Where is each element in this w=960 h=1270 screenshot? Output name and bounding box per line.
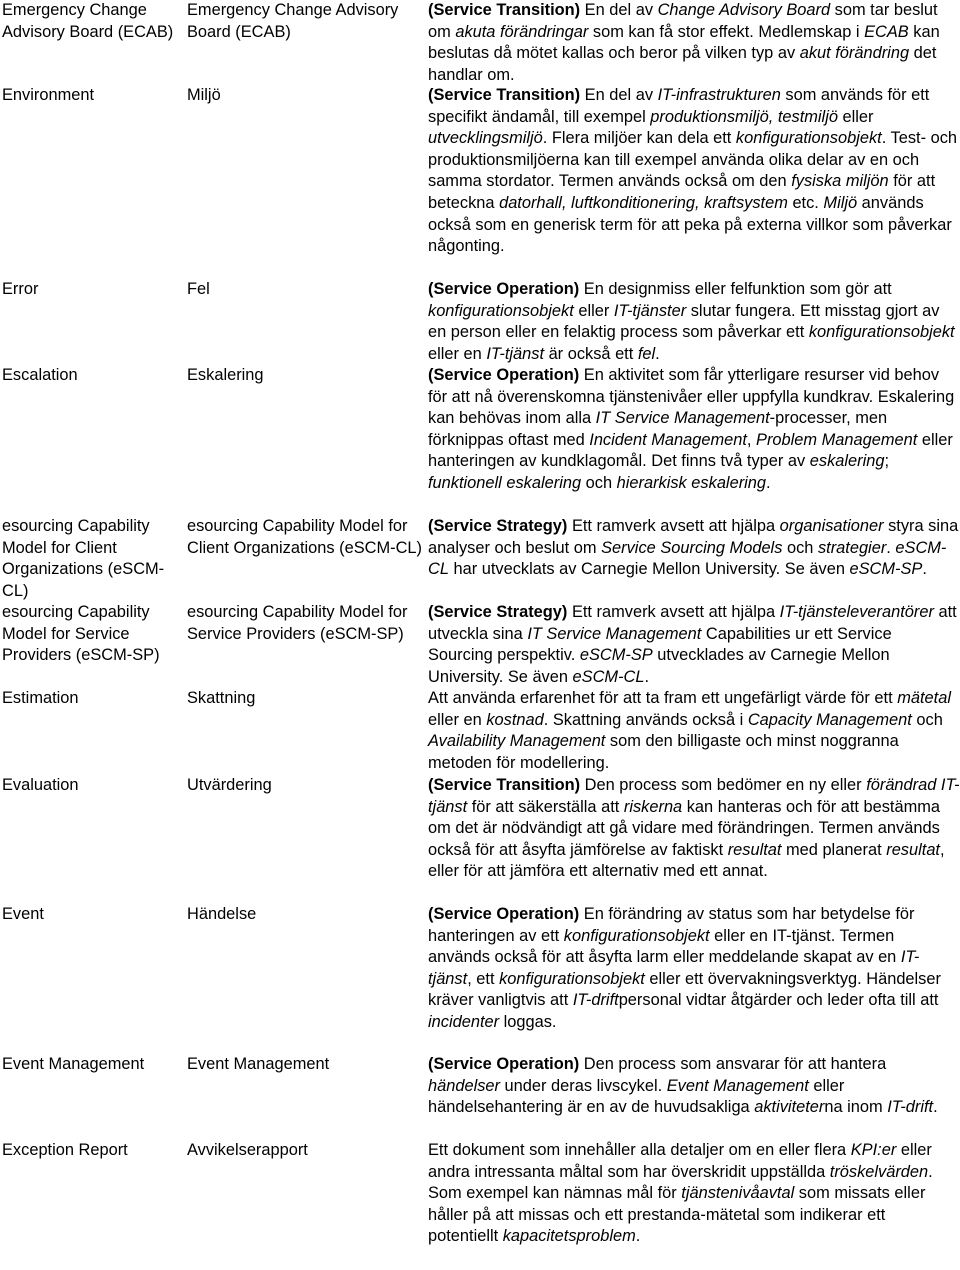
definition-text: En aktivitet som får ytterligare resurser vid behov för att nå överenskomna tjänstenivåer eller uppfylla kundkrav. Eskalering kan behövas inom alla [428, 366, 955, 428]
definition-term-ref: förändrad IT-tjänst [428, 776, 960, 816]
entry-term: Estimation [2, 689, 79, 707]
definition-text: Ett ramverk avsett att hjälpa [567, 603, 780, 621]
definition-term-ref: IT-drift [887, 1098, 934, 1117]
entry-definition [428, 0, 960, 86]
definition-term-ref: eSCM-SP [849, 560, 923, 579]
definition-term-ref: strategier [817, 538, 887, 557]
definition-text: är också ett [544, 344, 638, 363]
definition-text: . Som exempel kan nämnas mål för [428, 1162, 933, 1203]
definition-text: . [933, 1098, 938, 1117]
definition-text: En designmiss eller felfunktion som gör att [579, 280, 892, 298]
definition-text: En del av [580, 86, 658, 104]
definition-category: (Service Operation) [428, 1055, 580, 1073]
entry-term: Exception Report [2, 1141, 128, 1159]
definition-text: att utveckla sina [428, 603, 957, 643]
definition-term-ref: Availability Management [428, 732, 606, 751]
definition-text: utvecklades av Carnegie Mellon University. Se även [428, 646, 890, 686]
definition-term-ref: aktiviteter [754, 1098, 825, 1117]
definition-term-ref: Problem Management [756, 430, 918, 449]
definition-text: . [644, 667, 650, 686]
definition-term-ref: konfigurationsobjekt [428, 301, 574, 320]
definition-term-ref: incidenter [428, 1012, 500, 1031]
definition-term-ref: Miljö [823, 193, 858, 212]
definition-term-ref: eSCM-CL [428, 538, 947, 579]
definition-text: na inom [824, 1098, 888, 1117]
definition-term-ref: eSCM-CL [572, 667, 645, 686]
definition-text: etc. [787, 193, 824, 212]
definition-term-ref: IT Service Management [595, 409, 770, 428]
definition-term-ref: konfigurationsobjekt [499, 969, 645, 988]
definition-category: (Service Transition) [428, 776, 581, 794]
entry-term: Event Management [2, 1055, 145, 1073]
definition-text: eller händelsehantering är en av de huvudsakliga [428, 1076, 845, 1117]
definition-text: Att använda erfarenhet för att ta fram ett ungefärligt värde för ett [428, 689, 898, 707]
definition-text: har utvecklats av Carnegie Mellon University. Se även [448, 560, 850, 579]
definition-term-ref: konfigurationsobjekt [563, 926, 710, 945]
definition-term-ref: riskerna [623, 797, 683, 816]
definition-term-ref: IT-infrastrukturen [657, 86, 781, 104]
definition-term-ref: fysiska miljön [791, 172, 889, 191]
definition-term-ref: resultat [727, 840, 782, 859]
definition-term-ref: fel [637, 344, 656, 363]
definition-term-ref: mätetal [897, 689, 951, 707]
definition-term-ref: kapacitetsproblem [502, 1227, 636, 1246]
definition-term-ref: Event Management [666, 1076, 809, 1095]
definition-text: det handlar om. [428, 44, 937, 84]
entry-swedish-term: esourcing Capability Model for Service Providers (eSCM-SP) [187, 603, 408, 643]
definition-term-ref: tjänstenivåavtal [681, 1184, 795, 1203]
entry-term: Emergency Change Advisory Board (ECAB) [2, 1, 174, 41]
definition-term-ref: IT-tjänst [486, 344, 545, 363]
entry-definition [428, 1140, 960, 1248]
definition-term-ref: hierarkisk eskalering [616, 473, 767, 492]
definition-text: kan beslutas då mötet kallas och beror på vilken typ av [428, 22, 940, 63]
entry-swedish-term: Händelse [187, 905, 257, 923]
entry-swedish-term: Emergency Change Advisory Board (ECAB) [187, 1, 399, 41]
definition-text: under deras livscykel. [500, 1076, 667, 1095]
entry-term: Error [2, 280, 39, 298]
definition-category: (Service Operation) [428, 280, 580, 298]
entry-term: Escalation [2, 366, 78, 384]
entry-definition [428, 365, 960, 495]
definition-category: (Service Strategy) [428, 517, 568, 535]
definition-text: Ett ramverk avsett att hjälpa [567, 517, 780, 535]
definition-text: ; [884, 452, 890, 471]
definition-category: (Service Transition) [428, 86, 581, 104]
entry-swedish-term: Eskalering [187, 366, 264, 384]
entry-definition [428, 516, 960, 581]
definition-term-ref: funktionell eskalering [428, 473, 582, 492]
entry-swedish-term: esourcing Capability Model for Client Organizations (eSCM-CL) [187, 517, 423, 557]
entry-term: Environment [2, 86, 95, 104]
entry-term: Evaluation [2, 776, 79, 794]
definition-term-ref: ECAB [864, 22, 909, 41]
definition-term-ref: händelser [428, 1076, 500, 1095]
definition-text: eller hanteringen av kundklagomål. Det finns två typer av [428, 430, 953, 471]
definition-text: för att säkerställa att [467, 797, 624, 816]
entry-swedish-term: Event Management [187, 1055, 330, 1073]
definition-term-ref: Service Sourcing Models [601, 538, 783, 557]
definition-text: . [766, 473, 771, 492]
definition-term-ref: konfigurationsobjekt [735, 129, 882, 148]
definition-text: personal vidtar åtgärder och leder ofta till att [618, 991, 939, 1010]
entry-definition [428, 602, 960, 688]
definition-category: (Service Transition) [428, 1, 581, 19]
definition-text: för att beteckna [428, 172, 936, 212]
definition-text: eller en [428, 710, 487, 729]
entry-term: esourcing Capability Model for Service Providers (eSCM-SP) [2, 603, 160, 665]
definition-text: kan hanteras och för att bestämma om det är nödvändigt att gå vidare med förändringen. Termen används också för att åsyfta jämförelse av faktiskt [428, 797, 941, 859]
entry-swedish-term: Skattning [187, 689, 256, 707]
definition-text: eller andra intressanta måltal som har överskridit uppställda [428, 1141, 932, 1181]
definition-category: (Service Operation) [428, 366, 580, 384]
definition-text: och [782, 538, 818, 557]
entry-term: Event [2, 905, 44, 923]
definition-text: . [922, 560, 927, 579]
definition-term-ref: eSCM-SP [579, 646, 653, 665]
definition-term-ref: datorhall, luftkonditionering, kraftsystem [499, 193, 788, 212]
definition-term-ref: IT-tjänster [613, 301, 687, 320]
definition-text: som tar beslut om [428, 1, 938, 41]
definition-term-ref: tröskelvärden [829, 1162, 929, 1181]
definition-text: loggas. [499, 1012, 557, 1031]
entry-swedish-term: Miljö [187, 86, 221, 104]
definition-term-ref: KPI:er [850, 1141, 897, 1159]
definition-text: eller ett övervakningsverktyg. Händelser kräver vanligtvis att [428, 969, 941, 1010]
definition-term-ref: utvecklingsmiljö [428, 129, 543, 148]
definition-text: . Test- och produktionsmiljöerna kan till exempel använda olika delar av en och samma stordator. Termen används också om den [428, 129, 958, 191]
definition-term-ref: Change Advisory Board [657, 1, 831, 19]
definition-term-ref: IT-tjänst [428, 948, 920, 988]
entry-definition [428, 904, 960, 1034]
definition-text: och [911, 710, 943, 729]
definition-term-ref: akut förändring [799, 44, 910, 63]
definition-term-ref: konfigurationsobjekt [808, 323, 955, 342]
definition-term-ref: kostnad [486, 710, 544, 729]
definition-text: som missats eller håller på att missas och ett prestanda-mätetal som indikerar ett potentiellt [428, 1184, 926, 1246]
entry-swedish-term: Avvikelserapport [187, 1141, 308, 1159]
definition-term-ref: Capacity Management [747, 710, 912, 729]
definition-text: . Skattning används också i [543, 710, 748, 729]
definition-text: eller [837, 107, 874, 126]
definition-term-ref: IT-tjänsteleverantörer [779, 603, 934, 621]
definition-text: används också som en generisk term för att peka på externa villkor som påverkar någonting. [428, 193, 952, 256]
entry-definition [428, 775, 960, 883]
definition-term-ref: resultat [886, 840, 940, 859]
definition-text: styra sina analyser och beslut om [428, 517, 959, 557]
definition-text: Capabilities ur ett Service Sourcing perspektiv. [428, 624, 892, 665]
definition-text: Den process som ansvarar för att hantera [579, 1055, 887, 1073]
definition-text: , eller för att jämföra ett alternativ med ett annat. [428, 840, 945, 881]
entry-definition [428, 1054, 960, 1119]
entry-term: esourcing Capability Model for Client Organizations (eSCM-CL) [2, 517, 165, 600]
definition-text: som kan få stor effekt. Medlemskap i [588, 22, 865, 41]
definition-text: -processer, men förknippas oftast med [428, 409, 888, 449]
definition-text: , [746, 430, 757, 449]
definition-term-ref: IT Service Management [527, 624, 702, 643]
entry-definition [428, 85, 960, 258]
definition-text: slutar fungera. Ett misstag gjort av en person eller en felaktig process som påverkar ett [428, 301, 940, 342]
definition-text: Ett dokument som innehåller alla detaljer om en eller flera [428, 1141, 851, 1159]
definition-text: eller en IT-tjänst. Termen används också för att åsyfta larm eller meddelande skapat av en [428, 926, 901, 967]
definition-text: och [581, 473, 617, 492]
definition-text: som används för ett specifikt ändamål, till exempel [428, 86, 930, 126]
definition-term-ref: produktionsmiljö, testmiljö [650, 107, 838, 126]
definition-term-ref: eskalering [809, 452, 885, 471]
definition-text: . Flera miljöer kan dela ett [542, 129, 736, 148]
definition-term-ref: IT-drift [572, 991, 619, 1010]
entry-swedish-term: Utvärdering [187, 776, 272, 794]
definition-text: som den billigaste och minst noggranna metoden för modellering. [428, 732, 899, 772]
definition-text: eller en [428, 344, 487, 363]
entry-swedish-term: Fel [187, 280, 210, 298]
definition-text: En del av [580, 1, 658, 19]
definition-term-ref: organisationer [779, 517, 884, 535]
definition-text: En förändring av status som har betydelse för hanteringen av ett [428, 905, 915, 945]
definition-text: med planerat [781, 840, 887, 859]
definition-category: (Service Strategy) [428, 603, 568, 621]
entry-definition [428, 688, 960, 774]
definition-text: Den process som bedömer en ny eller [580, 776, 867, 794]
definition-text: . [886, 538, 896, 557]
entry-definition [428, 279, 960, 365]
definition-term-ref: Incident Management [589, 430, 747, 449]
definition-text: . [655, 344, 660, 363]
definition-term-ref: akuta förändringar [455, 22, 589, 41]
definition-text: , ett [467, 969, 500, 988]
definition-text: . [635, 1227, 641, 1246]
definition-category: (Service Operation) [428, 905, 580, 923]
definition-text: eller [573, 301, 614, 320]
